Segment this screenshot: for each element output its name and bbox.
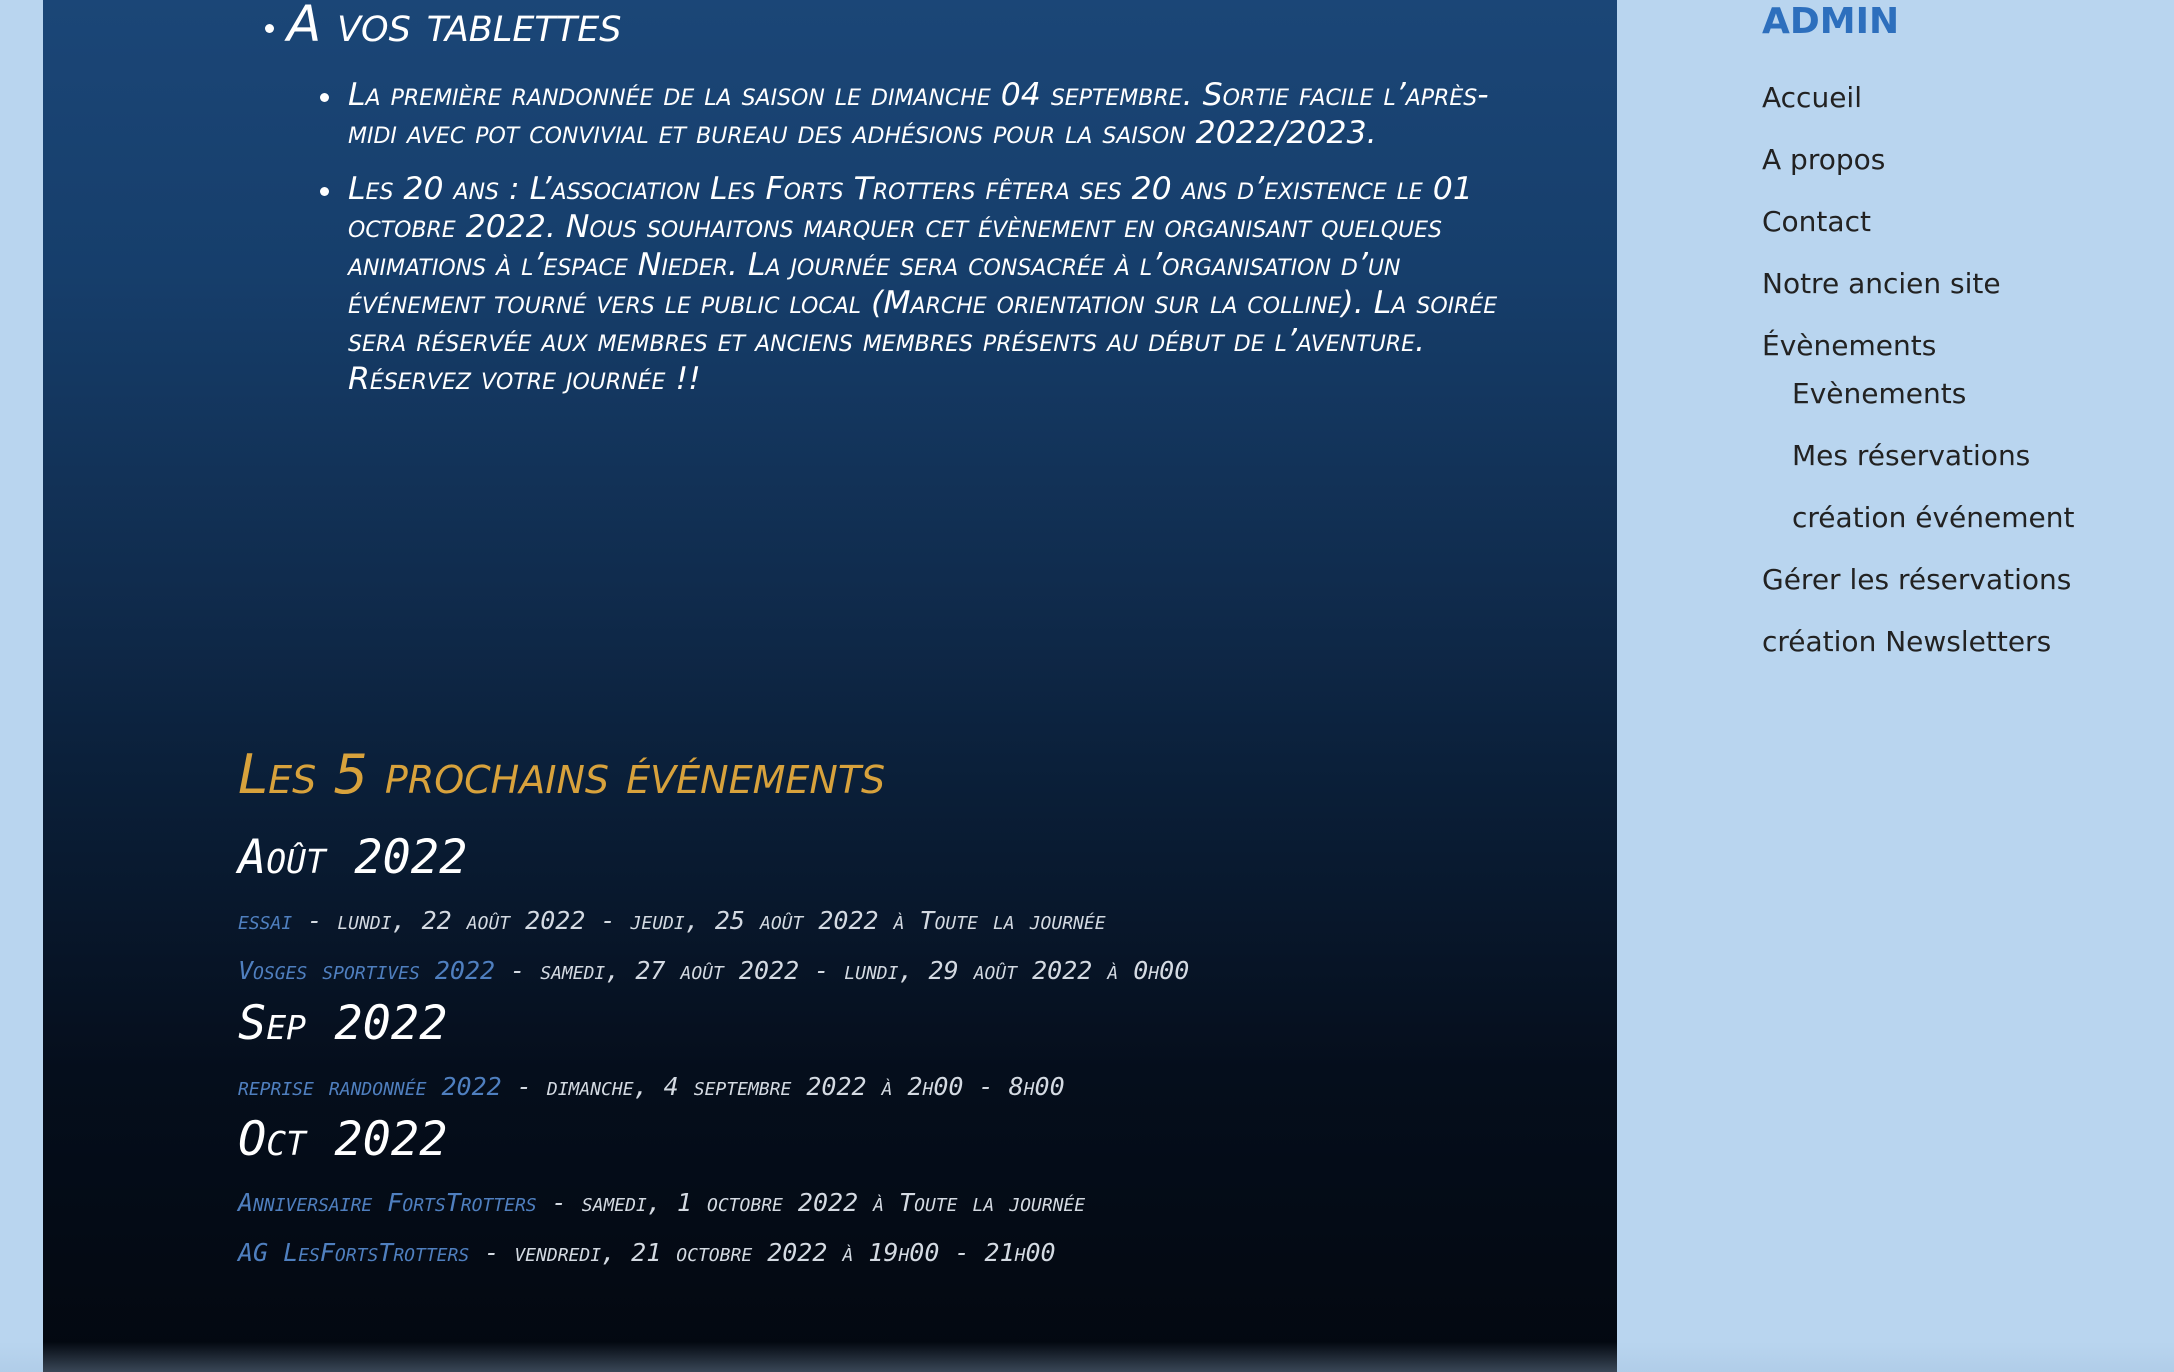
events-title: Les 5 prochains événements (238, 743, 886, 806)
sidebar-item-gerer-reservations[interactable]: Gérer les réservations (1762, 563, 2072, 596)
event-details: - lundi, 22 août 2022 - jeudi, 25 août 2022 à Toute la journée (292, 906, 1106, 935)
news-title: A vos tablettes (287, 0, 622, 53)
event-details: - dimanche, 4 septembre 2022 à 2h00 - 8h00 (501, 1072, 1065, 1101)
event-link-anniversaire[interactable]: Anniversaire FortsTrotters (238, 1188, 537, 1217)
news-list (348, 76, 1508, 416)
upcoming-events (238, 740, 1538, 1278)
month-block-august (238, 830, 1538, 996)
event-link-vosges-sportives[interactable]: Vosges sportives 2022 (238, 956, 496, 985)
main-content (43, 0, 1617, 1372)
sidebar-submenu (1792, 374, 2074, 538)
news-title-row (265, 0, 622, 54)
event-row (238, 896, 1538, 946)
event-details: - samedi, 27 août 2022 - lundi, 29 août 2022 à 0h00 (495, 956, 1190, 985)
month-heading: Août 2022 (238, 830, 468, 885)
event-link-reprise-randonnee[interactable]: reprise randonnée 2022 (238, 1072, 502, 1101)
sidebar-item-evenements[interactable]: Évènements (1762, 329, 1937, 362)
event-row (238, 1228, 1538, 1278)
sidebar-subitem-evenements[interactable]: Evènements (1792, 377, 1967, 410)
sidebar-item-creation-newsletters[interactable]: création Newsletters (1762, 625, 2052, 658)
news-item-20-years: Les 20 ans : L’association Les Forts Trotters fêtera ses 20 ans d’existence le 01 octobre 2022. Nous souhaitons marquer cet évènement en organisant quelques animations à l’espace Nieder. La journée sera consacrée à l’organisation d’un événement tourné vers le public local (Marche orientation sur la colline). La soirée sera réservée aux membres et anciens membres présents au début de l’aventure. Réservez votre journée !! (348, 170, 1508, 398)
month-block-october (238, 1112, 1538, 1278)
event-link-essai[interactable]: essai (238, 906, 293, 935)
month-block-september (238, 996, 1538, 1112)
sidebar-subitem-creation-evenement[interactable]: création événement (1792, 501, 2075, 534)
month-heading: Oct 2022 (238, 1112, 448, 1167)
event-link-ag[interactable]: AG LesFortsTrotters (238, 1238, 470, 1267)
event-row (238, 1178, 1538, 1228)
sidebar-subitem-mes-reservations[interactable]: Mes réservations (1792, 439, 2031, 472)
event-details: - samedi, 1 octobre 2022 à Toute la journée (536, 1188, 1086, 1217)
sidebar-item-contact[interactable]: Contact (1762, 205, 1871, 238)
sidebar-item-evenements-group (1762, 326, 2074, 538)
sidebar-nav (1762, 78, 2074, 684)
sidebar-item-a-propos[interactable]: A propos (1762, 143, 1886, 176)
month-heading: Sep 2022 (238, 996, 448, 1051)
news-item-first-hike: La première randonnée de la saison le dimanche 04 septembre. Sortie facile l’après- midi avec pot convivial et bureau des adhésions pour la saison 2022/2023. (348, 76, 1508, 152)
sidebar-item-ancien-site[interactable]: Notre ancien site (1762, 267, 2001, 300)
bullet-icon (265, 24, 274, 33)
sidebar-item-accueil[interactable]: Accueil (1762, 81, 1862, 114)
event-details: - vendredi, 21 octobre 2022 à 19h00 - 21h00 (469, 1238, 1056, 1267)
event-row (238, 1062, 1538, 1112)
event-row (238, 946, 1538, 996)
sidebar-title: ADMIN (1762, 1, 1900, 42)
